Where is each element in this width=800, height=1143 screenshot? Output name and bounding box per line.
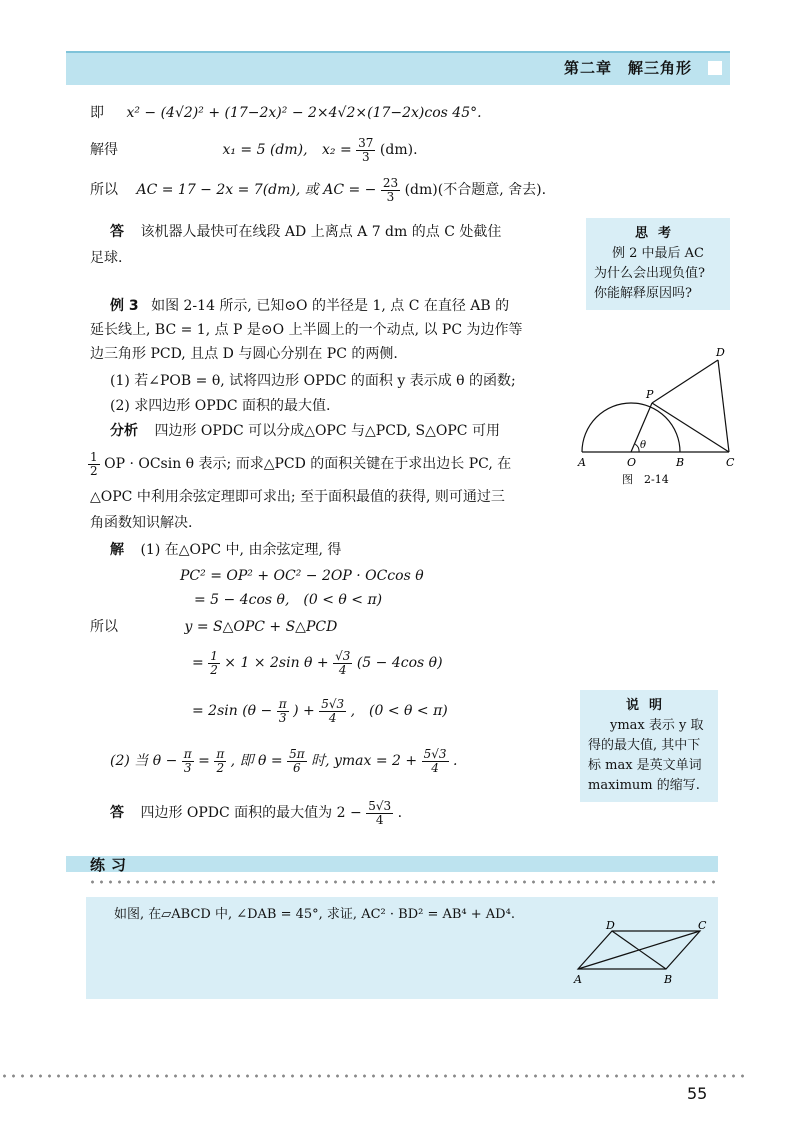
solution-line-suoyi: [90, 617, 337, 637]
part2-eq: =: [198, 753, 210, 769]
answer-1-text: 该机器人最快可在线段 AD 上离点 A 7 dm 的点 C 处截住: [140, 224, 502, 240]
footer-dotted-divider: [0, 1074, 745, 1078]
label-ji: 即: [90, 105, 104, 121]
part2-end: .: [452, 753, 458, 769]
solution-text-1: (1) 在△OPC 中, 由余弦定理, 得: [140, 542, 342, 558]
area-sum: y = S△OPC + S△PCD: [184, 619, 338, 635]
page-number: 55: [687, 1084, 708, 1103]
answer-1: [90, 222, 501, 242]
note-title: 说明: [625, 698, 672, 713]
practice-dotted-divider: [88, 880, 718, 884]
label-o: O: [627, 456, 637, 469]
fraction-5root3-4-c: $\frac{5√3}{4}$: [368, 798, 392, 827]
chapter-header-bar: [66, 51, 730, 85]
p-label-a: A: [574, 973, 582, 986]
answer-2-text: 四边形 OPDC 面积的最大值为 2 −: [140, 805, 362, 821]
header-square-decoration: [708, 61, 722, 75]
part2-when: (2) 当 θ −: [110, 753, 178, 769]
result-rejected: (dm)(不合题意, 舍去).: [404, 182, 547, 198]
answer-2-label: 答: [110, 805, 124, 821]
result-line: [90, 176, 546, 204]
eq-sign-1: =: [192, 655, 204, 671]
part2-ymax: 时, ymax = 2 +: [311, 753, 418, 769]
fraction-pi-3: $\frac{\pi}{3}$: [278, 696, 287, 725]
analysis-text-1: 四边形 OPDC 可以分成△OPC 与△PCD, S△OPC 可用: [154, 423, 500, 439]
analysis-text-2: OP · OCsin θ 表示; 而求△PCD 的面积关键在于求出边长 PC, 在: [104, 456, 512, 472]
note-line-1: ymax 表示 y 取: [610, 718, 704, 733]
fraction-pi-3-b: $\frac{\pi}{3}$: [183, 746, 192, 775]
fraction-5root3-4: $\frac{5√3}{4}$: [321, 696, 345, 725]
solution-line: [90, 136, 418, 164]
root-x2-label: x₂ =: [322, 142, 352, 158]
fraction-half: $\frac{1}{2}$: [210, 648, 218, 677]
unit-dm: (dm).: [379, 142, 418, 158]
area-expansion: [192, 648, 443, 678]
answer-2: [90, 798, 402, 828]
example-3-label: 例 3: [110, 298, 139, 314]
example-3-text-3: 边三角形 PCD, 且点 D 与圆心分别在 PC 的两侧.: [90, 346, 398, 362]
semicircle: [582, 403, 680, 452]
think-line-1: 例 2 中最后 AC: [612, 246, 705, 261]
p-label-c: C: [698, 919, 707, 932]
note-line-3: 标 max 是英文单词: [588, 758, 702, 773]
equation-1: x² − (4√2)² + (17−2x)² − 2×4√2×(17−2x)cos 45°.: [126, 105, 482, 121]
solution-pc-squared: = 5 − 4cos θ, (0 < θ < π): [194, 592, 383, 608]
fraction-pi-2: $\frac{\pi}{2}$: [216, 746, 225, 775]
fraction-1-2: $\frac{1}{2}$: [90, 449, 98, 478]
analysis-text-4: 角函数知识解决.: [90, 515, 193, 531]
area-term-2: (5 − 4cos θ): [356, 655, 443, 671]
diagonal-bd: [612, 931, 666, 969]
example-3-question-2: (2) 求四边形 OPDC 面积的最大值.: [110, 398, 331, 414]
example-3-line-1: [90, 296, 509, 316]
solution-label: 解: [110, 542, 124, 558]
label-suoyi-2: 所以: [90, 619, 118, 635]
solution-cosine-law: PC² = OP² + OC² − 2OP · OCcos θ: [180, 568, 424, 584]
answer-1-cont: 足球.: [90, 250, 123, 266]
segment-pd: [652, 360, 718, 403]
note-line-4: maximum 的缩写.: [588, 778, 700, 793]
think-line-2: 为什么会出现负值?: [594, 266, 705, 281]
equation-line-1: [90, 103, 482, 123]
solution-part-2: [110, 746, 457, 776]
answer-2-end: .: [397, 805, 403, 821]
analysis-line-2: [88, 450, 511, 478]
part2-ie: , 即 θ =: [230, 753, 283, 769]
solution-line-1: [90, 540, 341, 560]
answer-label: 答: [110, 224, 124, 240]
example-3-text-2: 延长线上, BC = 1, 点 P 是⊙O 上半圆上的一个动点, 以 PC 为边作等: [90, 322, 523, 338]
analysis-line-1: [90, 421, 500, 441]
analysis-label: 分析: [110, 423, 138, 439]
area-range: , (0 < θ < π): [350, 703, 448, 719]
label-b: B: [676, 456, 685, 469]
area-simplified: [192, 696, 448, 726]
angle-arc: [635, 444, 639, 452]
area-plus: ) +: [293, 703, 315, 719]
analysis-text-3: △OPC 中利用余弦定理即可求出; 至于面积最值的获得, 则可通过三: [90, 489, 505, 505]
area-sin-term: = 2sin (θ −: [192, 703, 273, 719]
fraction-root3-4: $\frac{√3}{4}$: [335, 648, 351, 677]
fraction-23-3: $\frac{23}{3}$: [382, 175, 399, 204]
parallelogram-figure: [572, 919, 712, 991]
p-label-d: D: [606, 919, 615, 932]
fraction-37-3: $\frac{37}{3}$: [358, 135, 374, 164]
label-d: D: [716, 346, 725, 359]
practice-title: 练习: [90, 856, 133, 874]
note-box: [580, 690, 718, 802]
fraction-5root3-4-b: $\frac{5√3}{4}$: [423, 746, 447, 775]
segment-pc: [652, 403, 729, 452]
chapter-title: 第二章 解三角形: [563, 59, 692, 77]
label-a: A: [578, 456, 586, 469]
p-label-b: B: [664, 973, 673, 986]
area-term-1: × 1 × 2sin θ +: [224, 655, 329, 671]
practice-box: [86, 897, 718, 999]
label-suoyi: 所以: [90, 182, 118, 198]
result-ac: AC = 17 − 2x = 7(dm), 或 AC = −: [136, 182, 377, 198]
fraction-5pi-6: $\frac{5\pi}{6}$: [289, 746, 305, 775]
example-3-text-1: 如图 2-14 所示, 已知⊙O 的半径是 1, 点 C 在直径 AB 的: [151, 298, 510, 314]
example-3-question-1: (1) 若∠POB = θ, 试将四边形 OPDC 的面积 y 表示成 θ 的函数;: [110, 373, 516, 389]
practice-problem: 如图, 在▱ABCD 中, ∠DAB = 45°, 求证, AC² · BD² = AB⁴ + AD⁴.: [114, 907, 515, 922]
think-line-3: 你能解释原因吗?: [594, 286, 692, 301]
think-box: [586, 218, 730, 310]
figure-2-14: [576, 340, 736, 490]
label-c: C: [726, 456, 735, 469]
segment-dc: [718, 360, 729, 452]
label-theta: θ: [640, 440, 647, 451]
practice-header-bar: [66, 856, 718, 872]
label-p: P: [646, 388, 654, 401]
root-x1: x₁ = 5 (dm),: [222, 142, 308, 158]
note-line-2: 得的最大值, 其中下: [588, 738, 701, 753]
figure-caption: 图 2-14: [622, 473, 669, 486]
label-jiede: 解得: [90, 142, 118, 158]
think-title: 思考: [634, 226, 681, 241]
